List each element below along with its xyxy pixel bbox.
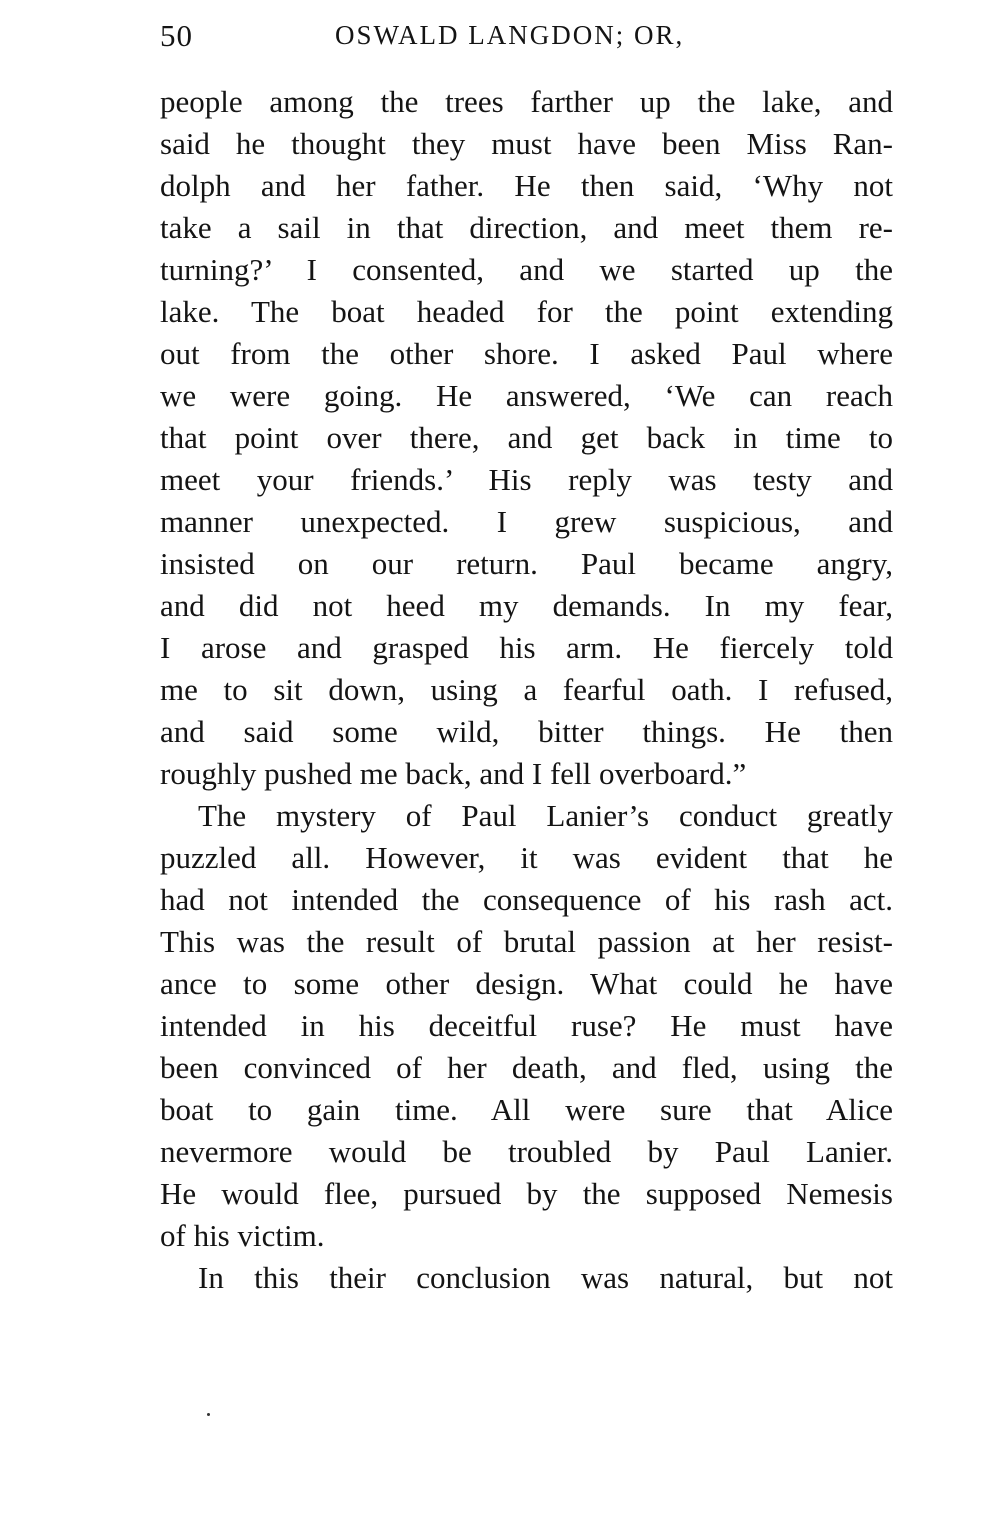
text-line: I arose and grasped his arm. He fiercely told	[160, 630, 893, 665]
text-line: and said some wild, bitter things. He then	[160, 714, 893, 749]
running-head	[160, 18, 895, 58]
page-number: 50	[160, 18, 193, 53]
text-line: out from the other shore. I asked Paul where	[160, 336, 893, 371]
text-line: take a sail in that direction, and meet them re-	[160, 210, 893, 245]
text-line: that point over there, and get back in time to	[160, 420, 893, 455]
text-line: roughly pushed me back, and I fell overboard.”	[160, 756, 747, 791]
text-line: ance to some other design. What could he have	[160, 966, 893, 1001]
text-line: In this their conclusion was natural, but not	[198, 1260, 893, 1295]
text-line: manner unexpected. I grew suspicious, and	[160, 504, 893, 539]
text-line: had not intended the consequence of his rash act.	[160, 882, 893, 917]
text-line: me to sit down, using a fearful oath. I refused,	[160, 672, 893, 707]
text-line: This was the result of brutal passion at her resist-	[160, 924, 893, 959]
text-line: insisted on our return. Paul became angry,	[160, 546, 893, 581]
print-speck	[207, 1413, 210, 1416]
text-line: dolph and her father. He then said, ‘Why not	[160, 168, 893, 203]
text-line: been convinced of her death, and fled, using the	[160, 1050, 893, 1085]
running-title: OSWALD LANGDON; OR,	[335, 20, 685, 50]
text-line: intended in his deceitful ruse? He must have	[160, 1008, 893, 1043]
text-line: of his victim.	[160, 1218, 325, 1253]
text-line: we were going. He answered, ‘We can reach	[160, 378, 893, 413]
text-line: He would flee, pursued by the supposed Nemesis	[160, 1176, 893, 1211]
text-line: puzzled all. However, it was evident that he	[160, 840, 893, 875]
text-line: The mystery of Paul Lanier’s conduct greatly	[198, 798, 893, 833]
text-line: lake. The boat headed for the point extending	[160, 294, 893, 329]
text-line: meet your friends.’ His reply was testy and	[160, 462, 893, 497]
text-line: said he thought they must have been Miss Ran-	[160, 126, 893, 161]
body-text	[160, 81, 893, 1299]
text-line: people among the trees farther up the lake, and	[160, 84, 893, 119]
text-line: boat to gain time. All were sure that Alice	[160, 1092, 893, 1127]
text-line: nevermore would be troubled by Paul Lanier.	[160, 1134, 893, 1169]
text-line: and did not heed my demands. In my fear,	[160, 588, 893, 623]
text-line: turning?’ I consented, and we started up the	[160, 252, 893, 287]
